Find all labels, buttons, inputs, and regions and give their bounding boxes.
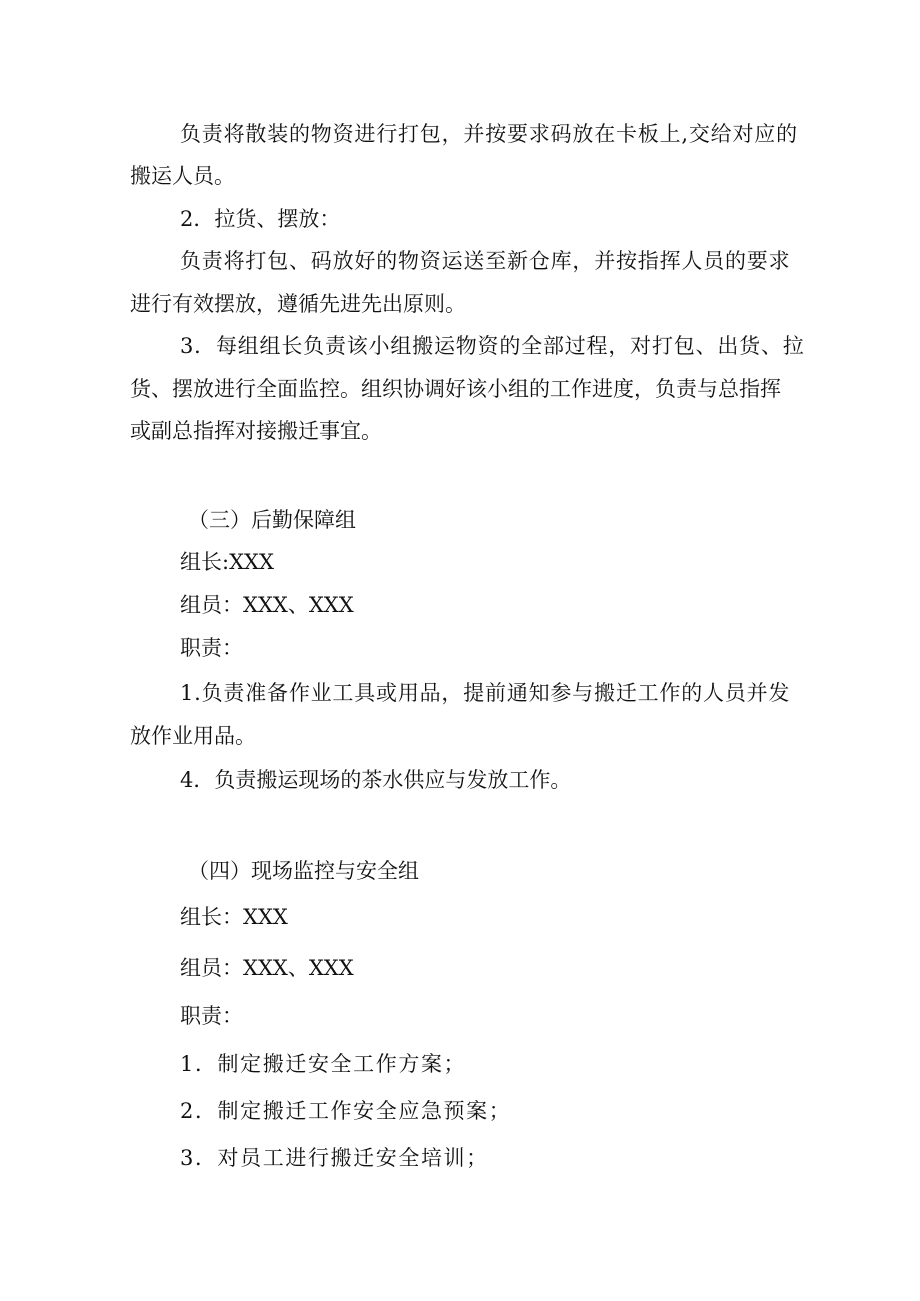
group-members: 组员：XXX、XXX xyxy=(180,593,354,617)
section-heading: （三）后勤保障组 xyxy=(188,508,356,532)
group-members: 组员：XXX、XXX xyxy=(180,956,354,980)
list-item: 1.负责准备作业工具或用品，提前通知参与搬迁工作的人员并发 xyxy=(180,681,791,705)
list-item: 3．每组组长负责该小组搬运物资的全部过程，对打包、出货、拉 xyxy=(180,334,805,358)
group-leader: 组长：XXX xyxy=(180,905,288,929)
paragraph-line: 放作业用品。 xyxy=(130,724,256,748)
paragraph-line: 货、摆放进行全面监控。组织协调好该小组的工作进度，负责与总指挥 xyxy=(130,377,781,401)
duty-label: 职责： xyxy=(180,1004,243,1028)
paragraph-line: 负责将打包、码放好的物资运送至新仓库，并按指挥人员的要求 xyxy=(180,249,791,273)
paragraph-line: 搬运人员。 xyxy=(130,164,235,188)
duty-label: 职责： xyxy=(180,636,243,660)
paragraph-line: 进行有效摆放，遵循先进先出原则。 xyxy=(130,292,466,316)
paragraph-line: 负责将散装的物资进行打包，并按要求码放在卡板上,交给对应的 xyxy=(180,122,798,146)
list-item-title: 2．拉货、摆放： xyxy=(180,207,341,231)
group-leader: 组长:XXX xyxy=(180,550,274,574)
list-item: 4．负责搬运现场的茶水供应与发放工作。 xyxy=(180,768,572,792)
section-heading: （四）现场监控与安全组 xyxy=(188,859,419,883)
list-item: 3．对员工进行搬迁安全培训； xyxy=(180,1146,489,1170)
list-item: 2．制定搬迁工作安全应急预案； xyxy=(180,1099,512,1123)
paragraph-line: 或副总指挥对接搬迁事宜。 xyxy=(130,419,382,443)
list-item: 1．制定搬迁安全工作方案； xyxy=(180,1052,467,1076)
